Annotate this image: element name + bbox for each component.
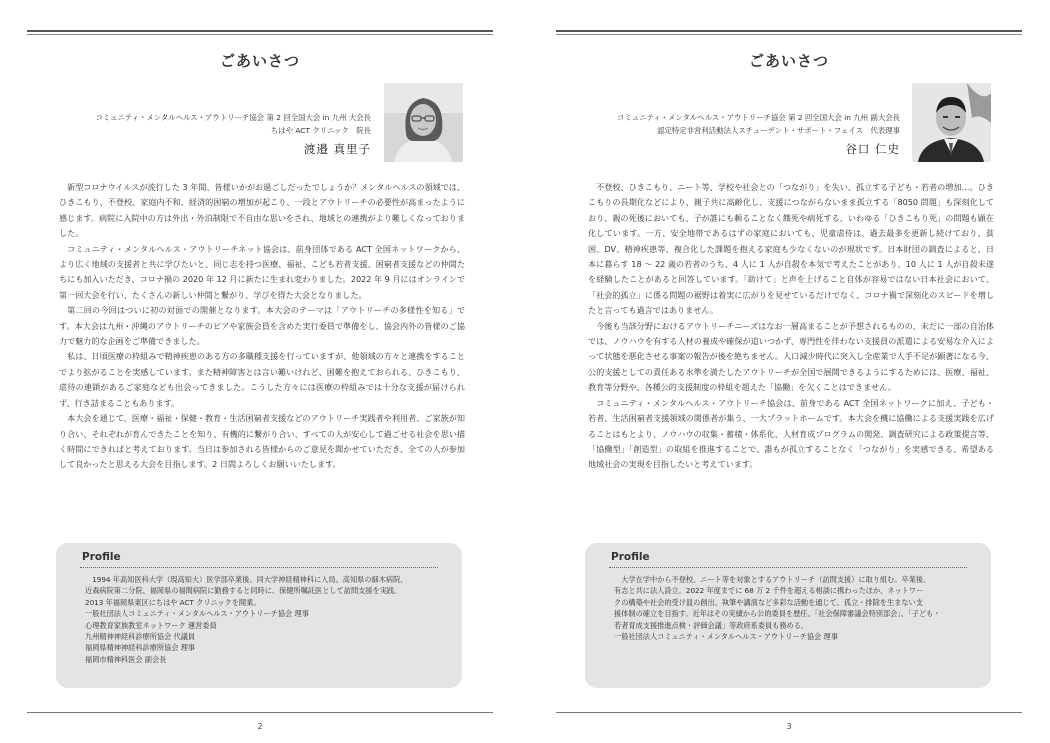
greeting-body xyxy=(59,180,465,473)
profile-divider xyxy=(80,567,438,568)
author-photo xyxy=(912,83,991,162)
header-rule-thin xyxy=(27,34,493,35)
paragraph: 今後も当該分野におけるアウトリーチニーズはなお一層高まることが予想されるものの、未だに一部の自治体では、ノウハウを有する人材の養成や確保が追いつかず、専門性を伴わない支援員の派遣による安易な介入によって状態を悪化させる事案の報告が後を絶ちません。人口減少時代に突入し全産業で人手不足が顕著になる今、公的支援としての責任ある水準を満たしたアウトリーチが全国で展開できるようにするためには、医療、福祉、教育等分野や、各種公的支援制度の枠組を超えた「協働」を欠くことはできません。 xyxy=(588,320,994,393)
paragraph: 本大会を通じて、医療・福祉・保健・教育・生活困窮者支援などのアウトリーチ実践者や利用者、ご家族が知り合い、それぞれが育んできたことを知り、有機的に繋がり合い、すべての人が安心して過ごせる社会を思い描く時間にできればと考えております。当日は参加される皆様からのご意見を聞かせていただき、全ての人が参加して良かったと思える大会を目指します。2 日間よろしくお願いいたします。 xyxy=(59,413,465,470)
profile-line: 有志と共に法人設立。2022 年度までに 68 万 2 千件を超える相談に携わったほか、ネットワー xyxy=(614,586,924,596)
profile-line: 大学在学中から不登校、ニート等を対象とするアウトリーチ（訪問支援）に取り組む。卒業後、 xyxy=(614,575,931,584)
page-title: ごあいさつ xyxy=(748,52,829,70)
author-position: ちはや ACT クリニック 院長 xyxy=(270,126,371,135)
greeting-body xyxy=(588,180,994,473)
paragraph: 新型コロナウイルスが流行した 3 年間、皆様いかがお過ごしだったでしょうか？メンタルヘルスの領域では、ひきこもり、不登校、家庭内不和、経済的困窮の増加が起こり、一段とアウトリーチの必要性が高まったように感じます。病院に入院中の方は外出・外泊制限で不自由な思いをされ、地域との連携がより難しくなっておりました。 xyxy=(59,182,465,239)
author-name: 谷口 仁史 xyxy=(845,142,900,156)
page-title: ごあいさつ xyxy=(219,52,300,70)
header-rule xyxy=(556,30,1022,32)
paragraph: コミュニティ・メンタルヘルス・アウトリーチネット協会は、前身団体である ACT 全国ネットワークから、より広く地域の支援者と共に学びたいと、同じ志を持つ医療、福祉、こども若者支援、困窮者支援などの仲間たちにも加入いただき、コロナ禍の 2020 年 12 月に新たに生まれ変わりました。2022 年 9 月にはオンラインで第一回大会を行い、たくさんの新しい仲間と繋がり、学びを得た大会となりました。 xyxy=(59,243,465,300)
footer-rule xyxy=(27,712,493,713)
profile-line: 心理教育家族教室ネットワーク 運営委員 xyxy=(85,620,217,630)
right-page xyxy=(556,0,1022,743)
header-rule xyxy=(27,30,493,32)
footer-rule xyxy=(556,712,1022,713)
profile-box xyxy=(56,543,462,688)
paragraph: 私は、日頃医療の枠組みで精神疾患のある方の多職種支援を行っていますが、他領域の方々と連携をすることでより拡がることを実感しています。また精神障害とは言い難いけれど、困難を抱えておられる、ひきこもり、虐待の連鎖があるご家庭なども出会ってきました。こうした方々には医療の枠組みでは十分な支援が届けられず、行き詰まることもあります。 xyxy=(59,351,465,408)
profile-line: 一般社団法人コミュニティ・メンタルヘルス・アウトリーチ協会 理事 xyxy=(85,609,309,619)
profile-line: 近森病院第二分院、福岡県の福間病院に勤務すると同時に、保健所嘱託医として訪問支援を実践。 xyxy=(85,586,402,596)
profile-divider xyxy=(609,567,967,568)
paragraph: 不登校、ひきこもり、ニート等、学校や社会との「つながり」を失い、孤立する子ども・若者の増加…。ひきこもりの長期化などにより、親子共に高齢化し、支援につながらないまま孤立する「8050 問題」も深刻化しており、親の死後においても、子が誰にも頼ることなく餓死や病死する、いわゆる「ひきこもり死」の問題も顕在化しています。一方、安全地帯であるはずの家庭においても、児童虐待は、過去最多を更新し続けており、貧困、DV、精神疾患等、複合化した課題を抱える家庭も少なくないのが現状です。日本財団の調査によると、日本に暮らす 18 ～ 22 歳の若者のうち、4 人に 1 人が自殺を本気で考えたことがあり、10 人に 1 人が自殺未遂を経験したことがあると回答しています。「助けて」と声を上げること自体が容易ではない日本社会において、「社会的孤立」に係る問題の裾野は着実に広がりを見せているだけでなく、コロナ禍で深刻化のスピードを増したと言っても過言ではありません。 xyxy=(588,182,994,316)
profile-line: 九州精神神経科診療所協会 代議員 xyxy=(85,632,196,642)
paragraph: コミュニティ・メンタルヘルス・アウトリーチ協会は、前身である ACT 全国ネットワークに加え、子ども・若者、生活困窮者支援領域の関係者が集う、一大プラットホームです。本大会を機に協働による支援実践を広げることはもとより、ノウハウの収集・蓄積・体系化、人材育成プログラムの開発、調査研究による政策提言等、「協働型」「創造型」の取組を推進することで、誰もが孤立することなく「つながり」を実感できる、希望ある地域社会の実現を目指したいと考えています。 xyxy=(588,397,994,470)
page-number: 3 xyxy=(786,722,792,731)
profile-line: 福岡県精神神経科診療所協会 理事 xyxy=(85,643,196,653)
profile-heading: Profile xyxy=(611,551,650,563)
profile-text xyxy=(85,574,441,665)
author-name: 渡邉 真里子 xyxy=(303,142,371,156)
left-page xyxy=(27,0,493,743)
profile-line: 1994 年高知医科大学（現高知大）医学部卒業後、同大学神経精神科に入局。高知県の細木病院、 xyxy=(85,575,408,584)
author-affiliation: コミュニティ・メンタルヘルス・アウトリーチ協会 第 2 回全国大会 in 九州 副大会長 xyxy=(617,113,900,122)
author-position: 認定特定非営利活動法人スチューデント・サポート・フェイス 代表理事 xyxy=(657,126,900,135)
profile-line: 援体制の確立を目指す。近年はその実績から公的委員を歴任。「社会保障審議会特別部会」、「子ども・ xyxy=(614,609,941,619)
profile-line: クの構築や社会的受け皿の創出、執筆や講演など多彩な活動を通じて、孤立・排除を生まない支 xyxy=(614,597,923,607)
profile-line: 福岡市精神科医会 副会長 xyxy=(85,654,167,664)
profile-line: 2013 年福岡県東区にちはや ACT クリニックを開業。 xyxy=(85,597,261,607)
profile-box xyxy=(585,543,991,688)
header-rule-thin xyxy=(556,34,1022,35)
author-photo xyxy=(384,83,463,162)
page-number: 2 xyxy=(257,722,263,731)
profile-text xyxy=(614,574,970,642)
author-affiliation: コミュニティ・メンタルヘルス・アウトリーチ協会 第 2 回全国大会 in 九州 大会長 xyxy=(95,113,371,122)
profile-line: 一般社団法人コミュニティ・メンタルヘルス・アウトリーチ協会 理事 xyxy=(614,632,838,642)
profile-line: 若者育成支援推進点検・評価会議」等政府系委員も務める。 xyxy=(614,620,809,630)
paragraph: 第二回の今回はついに初の対面での開催となります。本大会のテーマは「アウトリーチの多様性を知る」です。本大会は九州・沖縄のアウトリーチのピアや家族会員を含めた実行委員で準備をし、協会内外の皆様のご協力で魅力的な企画をご準備できました。 xyxy=(59,305,465,347)
profile-heading: Profile xyxy=(82,551,121,563)
